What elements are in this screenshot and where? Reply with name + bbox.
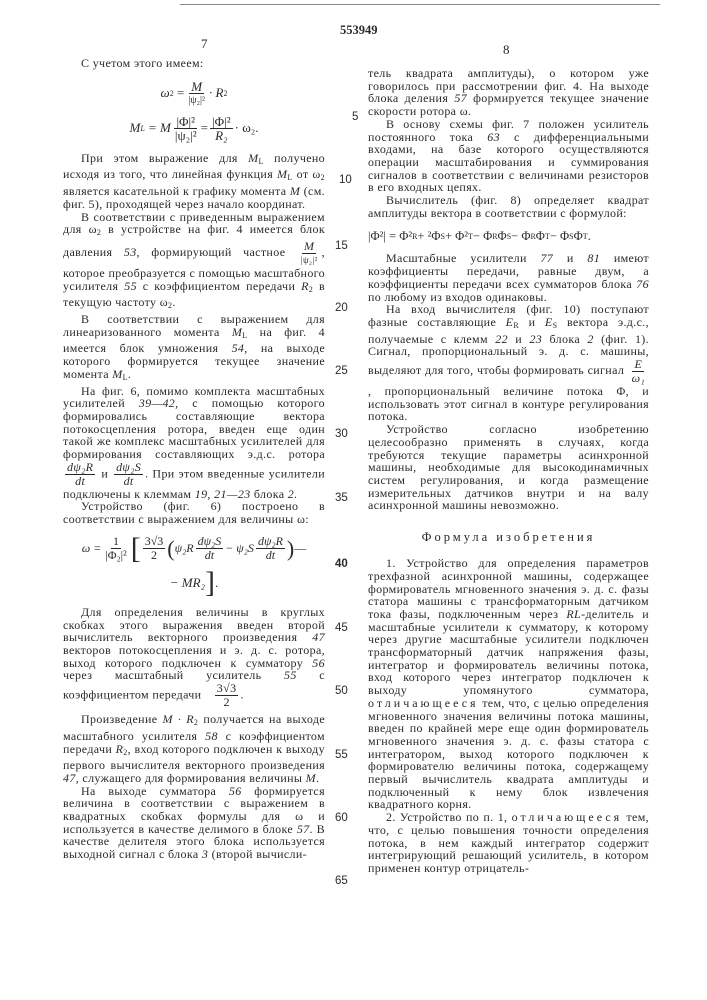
conjunction: и bbox=[101, 466, 108, 480]
text-run: и bbox=[519, 315, 545, 329]
text-run: . bbox=[172, 295, 175, 309]
text-run: векторов потокосцепления и э. д. с. ротора, выход которого подключен к сумматору bbox=[63, 643, 325, 670]
text-run: служащего для формирования величины bbox=[79, 771, 306, 785]
formula-text: 2 bbox=[170, 89, 174, 98]
denominator: dt bbox=[203, 549, 216, 562]
text-run: 47 bbox=[312, 630, 325, 644]
text-run: отличающееся bbox=[512, 810, 623, 824]
text-run: Произведение bbox=[81, 712, 162, 726]
numerator: dψ₂R bbox=[65, 461, 95, 475]
formula-text: ψ₂R bbox=[175, 541, 194, 556]
formula-text: ω bbox=[161, 85, 170, 101]
text-run: тем, что, с целью повышения точности определения потока, в нем каждый интегратор содержит интегрирующий решающий усилитель, в котором применен контур отрицатель- bbox=[368, 810, 649, 875]
text-run: 63 bbox=[487, 130, 500, 144]
text-run: отличающееся bbox=[368, 696, 479, 710]
numerator: |Φ|² bbox=[210, 115, 233, 129]
denominator: R₂ bbox=[213, 129, 229, 142]
text-run: с коэффициентом bbox=[63, 668, 325, 701]
paragraph: С учетом этого имеем: bbox=[63, 57, 325, 70]
paragraph bbox=[368, 252, 649, 303]
text-run: 2. bbox=[288, 487, 298, 501]
claim-1 bbox=[368, 557, 649, 811]
text-run: получено исходя из того, что линейная функция bbox=[63, 151, 325, 182]
text-run: по любому из входов одинаковы. bbox=[368, 290, 547, 304]
text-run: L bbox=[242, 331, 247, 340]
fraction bbox=[630, 358, 647, 385]
text-run: формирующий частное bbox=[140, 245, 285, 259]
line-number: 40 bbox=[335, 558, 348, 570]
text-run: , вход которого подключен к выходу первого вычислителя векторного произведения bbox=[63, 742, 325, 773]
text-run: 76 bbox=[636, 277, 649, 291]
text-run: M bbox=[306, 771, 316, 785]
paragraph-run: , пропорциональный величине потока Φ, и использовать этот сигнал в контуре регулирования потока. bbox=[368, 384, 649, 423]
text-run: от ω bbox=[293, 167, 321, 181]
text-run: 55 bbox=[124, 279, 137, 293]
line-number: 25 bbox=[335, 365, 348, 377]
line-number: 50 bbox=[335, 685, 348, 697]
text-run: на выходе которого формируется текущее значение момента bbox=[63, 341, 325, 380]
numerator: 1 bbox=[111, 535, 121, 549]
text-run: . bbox=[316, 771, 319, 785]
text-run: 57 bbox=[297, 822, 310, 836]
paragraph bbox=[63, 152, 325, 211]
text-run: |Φ²| = Φ² bbox=[368, 229, 412, 244]
line-number: 35 bbox=[335, 492, 348, 504]
formula-text: = bbox=[177, 85, 184, 101]
text-run: 2 bbox=[587, 332, 593, 346]
scan-edge-line bbox=[180, 4, 660, 5]
numerator: E bbox=[632, 358, 644, 372]
text-run: и bbox=[553, 251, 587, 265]
formula-omega bbox=[63, 534, 325, 564]
text-run: На выходе сумматора bbox=[81, 784, 229, 798]
text-run: 1. Устройство для определения параметров трехфазной асинхронной машины, содержащее формирователь мгновенного значения э. д. с. фазы статора машины с трансформаторным датчиком тока фазы, подключенным через bbox=[368, 556, 649, 621]
formula-text: ω = bbox=[82, 541, 102, 556]
formula-text: . bbox=[215, 575, 218, 591]
text-run: R bbox=[412, 232, 417, 241]
text-run: . В качестве делителя этого блока используется выходной сигнал с блока bbox=[63, 822, 325, 861]
text-run: 3 bbox=[202, 847, 208, 861]
text-run: R bbox=[116, 742, 124, 756]
denominator: dt bbox=[264, 549, 277, 562]
text-run: с коэффициентом передачи bbox=[137, 279, 301, 293]
formula-text: L bbox=[140, 124, 144, 133]
text-run: получается на выходе масштабного усилителя bbox=[63, 712, 325, 743]
text-run: 54, bbox=[232, 341, 248, 355]
text-run: S bbox=[440, 232, 444, 241]
claim-2 bbox=[368, 811, 649, 875]
text-run: L bbox=[123, 373, 128, 382]
paragraph bbox=[63, 606, 325, 709]
section-heading: Формула изобретения bbox=[368, 530, 649, 545]
paragraph-run bbox=[63, 384, 325, 462]
right-column bbox=[368, 67, 649, 875]
text-run: 55 bbox=[284, 668, 297, 682]
text-run: 2 bbox=[309, 285, 313, 294]
formula-phi-squared bbox=[368, 229, 649, 244]
text-run: 2 bbox=[97, 228, 101, 237]
text-run: E bbox=[545, 315, 553, 329]
text-run: является касательной к графику момента bbox=[63, 184, 290, 198]
text-run: через масштабный усилитель bbox=[63, 668, 284, 682]
text-run: Φ bbox=[574, 229, 583, 244]
formula-ML bbox=[63, 115, 325, 142]
text-run: тем, что, с целью определения мгновенного значения величины потока машины, введен по крайней мере еще один формирователь мгновенного значения э. д. с. фазы статора с интегратором, выход которого подключен к формирователю величины потока, содержащему первый вычислитель квадрата амплитуды и подключенный к нему блок извлечения квадратного корня. bbox=[368, 696, 649, 812]
fraction bbox=[65, 461, 95, 488]
text-run: с коэффициентом передачи bbox=[63, 729, 325, 756]
formula-text: M bbox=[129, 120, 140, 136]
paragraph bbox=[368, 303, 649, 423]
text-run: 2 bbox=[168, 301, 172, 310]
fraction bbox=[210, 115, 233, 142]
paragraph bbox=[368, 67, 649, 118]
denominator: dt bbox=[73, 475, 87, 488]
paren-open: ( bbox=[167, 536, 174, 562]
numerator: dψ₂S bbox=[114, 461, 143, 475]
numerator: M bbox=[189, 80, 204, 94]
formula-text: − ψ₂S bbox=[225, 541, 254, 556]
paragraph bbox=[63, 785, 325, 861]
page-number-left: 7 bbox=[201, 36, 208, 52]
text-run: + Φ² bbox=[445, 229, 468, 244]
numerator: dψ₂R bbox=[256, 535, 285, 549]
text-run: 81 bbox=[587, 251, 600, 265]
line-number: 65 bbox=[335, 875, 348, 887]
paren-close: ) bbox=[287, 536, 294, 562]
text-run: Для определения величины в круглых скобках этого выражения введен второй вычислитель векторного произведения bbox=[63, 605, 325, 644]
text-run: − Φ bbox=[473, 229, 492, 244]
paragraph-run bbox=[368, 302, 649, 377]
fraction bbox=[103, 535, 128, 562]
text-run: блока bbox=[251, 487, 288, 501]
text-run: . bbox=[128, 367, 131, 381]
text-run: формируется текущее значение скорости ротора ω. bbox=[368, 91, 649, 118]
denominator: dt bbox=[122, 475, 136, 488]
text-run: имеют коэффициенты передачи, равные двум, а коэффициенты передачи всех сумматоров блока bbox=[368, 251, 649, 290]
text-run: Φ bbox=[498, 229, 507, 244]
text-run: R bbox=[301, 279, 309, 293]
paragraph-run bbox=[63, 210, 325, 260]
paragraph bbox=[63, 385, 325, 501]
text-run: M · R bbox=[162, 712, 193, 726]
line-number: 55 bbox=[335, 749, 348, 761]
text-run: в устройстве на фиг. 4 имеется блок давления bbox=[63, 222, 325, 259]
numerator: 3√3 bbox=[215, 682, 239, 696]
text-run: с помощью которого формировались составляющие вектора потокосцепления ротора, введен еще один такой же комплекс масштабных усилителей для формирования составляющих э.д.с. ротора bbox=[63, 396, 325, 461]
text-run: блока bbox=[542, 332, 587, 346]
formula-text: · ω₂. bbox=[235, 120, 259, 136]
text-run: 2. Устройство по п. 1, bbox=[386, 810, 512, 824]
formula-text: 2 bbox=[223, 89, 227, 98]
paragraph bbox=[63, 713, 325, 785]
text-run: RL bbox=[566, 607, 581, 621]
line-number: 15 bbox=[335, 240, 348, 252]
text-run: T bbox=[468, 232, 473, 241]
text-run: T bbox=[545, 232, 550, 241]
document-number: 553949 bbox=[340, 23, 378, 38]
fraction bbox=[173, 115, 199, 142]
numerator: 3√3 bbox=[143, 535, 166, 549]
text-run: тель квадрата амплитуды), о котором уже говорилось при рассмотрении фиг. 4. На выходе блока деления bbox=[368, 66, 649, 105]
text-run: 56 bbox=[312, 656, 325, 670]
text-run: − Φ bbox=[511, 229, 530, 244]
text-run: 22 bbox=[495, 332, 508, 346]
text-run: M bbox=[232, 325, 242, 339]
line-number: 5 bbox=[352, 111, 358, 123]
text-run: T bbox=[583, 232, 588, 241]
left-column bbox=[63, 57, 325, 861]
denominator: |ψ₂|² bbox=[173, 129, 199, 142]
text-run: на фиг. 4 имеется блок умножения bbox=[63, 325, 325, 356]
text-run: вектора э.д.с., получаемые с клемм bbox=[368, 315, 649, 346]
text-run: M bbox=[112, 367, 122, 381]
bracket-open: [ bbox=[131, 534, 141, 564]
text-run: (фиг. 1). Сигнал, пропорциональный э. д. с. машины, выделяют для того, чтобы формировать сигнал bbox=[368, 332, 649, 378]
paragraph bbox=[63, 211, 325, 314]
formula-text: − MR₂ bbox=[170, 575, 205, 591]
text-run: 58 bbox=[205, 729, 218, 743]
formula-text: = bbox=[201, 120, 208, 136]
text-run: в текущую частоту ω bbox=[63, 279, 325, 310]
text-run: и bbox=[508, 332, 529, 346]
paragraph bbox=[368, 118, 649, 194]
text-run: + ²Φ bbox=[417, 229, 440, 244]
paragraph: Устройство согласно изобретению целесообразно применять в случаях, когда требуются текущие параметры асинхронной машины, необходимые для высокодинамичных систем регулирования, и когда размещение измерительных датчиков внутри и на валу асинхронной машины невозможно. bbox=[368, 423, 649, 512]
text-run: 39—42, bbox=[139, 396, 179, 410]
text-run: Масштабные усилители bbox=[386, 251, 540, 265]
text-run: . При этом введенные усилители подключены к клеммам bbox=[63, 466, 325, 501]
line-number: 30 bbox=[335, 428, 348, 440]
text-run: (второй вычисли- bbox=[208, 847, 307, 861]
text-run: В соответствии с выражением для линеаризованного момента bbox=[63, 312, 325, 339]
denominator: |ψ₂|² bbox=[186, 94, 207, 107]
page-number-right: 8 bbox=[503, 42, 510, 58]
denominator: 2 bbox=[149, 549, 159, 562]
text-run: При этом выражение для bbox=[81, 151, 248, 165]
text-run: 56 bbox=[229, 784, 242, 798]
paragraph: Вычислитель (фиг. 8) определяет квадрат амплитуды вектора в соответствии с формулой: bbox=[368, 194, 649, 219]
denominator: |ψ₂|² bbox=[299, 254, 320, 267]
text-run: R bbox=[530, 232, 535, 241]
text-run: E bbox=[506, 315, 514, 329]
numerator: |Φ|² bbox=[174, 115, 197, 129]
text-run: − Φ bbox=[550, 229, 569, 244]
paragraph-run: передачи bbox=[152, 687, 201, 701]
text-run: . bbox=[588, 229, 591, 244]
line-number: 10 bbox=[339, 174, 352, 186]
denominator: 2 bbox=[221, 696, 231, 709]
formula-text: · R bbox=[209, 85, 223, 101]
formula-text: — bbox=[294, 541, 306, 556]
text-run: 57 bbox=[454, 91, 467, 105]
text-run: S bbox=[553, 321, 558, 330]
text-run: R bbox=[513, 321, 519, 330]
paragraph: Устройство (фиг. 6) построено в соответствии с выражением для величины ω: bbox=[63, 500, 325, 525]
fraction bbox=[256, 535, 285, 562]
text-run: На фиг. 6, помимо комплекта масштабных усилителей bbox=[63, 384, 325, 411]
fraction bbox=[186, 80, 207, 107]
text-run: с дифференциальными входами, на базе которого осуществляются операции масштабирования и суммирования сигналов в соответствии с величинами резисторов в его входных цепях. bbox=[368, 130, 649, 195]
text-run: 19, 21—23 bbox=[195, 487, 251, 501]
formula-omega-line2 bbox=[63, 568, 325, 598]
text-run: 23 bbox=[529, 332, 542, 346]
formula-omega2 bbox=[63, 80, 325, 107]
text-run: В основу схемы фиг. 7 положен усилитель постоянного тока bbox=[368, 117, 649, 144]
text-run: 47, bbox=[63, 771, 79, 785]
denominator: ω₁ bbox=[630, 372, 647, 385]
paragraph bbox=[63, 313, 325, 385]
fraction bbox=[143, 535, 166, 562]
fraction bbox=[299, 240, 320, 267]
text-run: M bbox=[277, 167, 287, 181]
text-run: S bbox=[569, 232, 573, 241]
text-run: Φ bbox=[536, 229, 545, 244]
text-run: 2 bbox=[321, 173, 325, 182]
text-run: L bbox=[259, 157, 264, 166]
paragraph-run: . bbox=[240, 687, 243, 701]
text-run: , которое преобразуется с помощью масштабного усилителя bbox=[63, 245, 325, 292]
line-number: 45 bbox=[335, 622, 348, 634]
fraction bbox=[196, 535, 224, 562]
text-run: M bbox=[290, 184, 300, 198]
formula-text: = M bbox=[148, 120, 171, 136]
text-run: L bbox=[287, 173, 292, 182]
denominator: |Φ₂|² bbox=[103, 549, 128, 562]
text-run: На вход вычислителя (фиг. 10) поступают фазные составляющие bbox=[368, 302, 649, 329]
text-run: формируется величина в соответствии с выражением в квадратных скобках формулы для ω и используется в качестве делимого в блоке bbox=[63, 784, 325, 836]
numerator: dψ₂S bbox=[196, 535, 224, 549]
text-run: M bbox=[248, 151, 258, 165]
numerator: M bbox=[302, 240, 316, 254]
text-run: S bbox=[507, 232, 511, 241]
text-run: -делитель и масштабные усилители к сумматору, к которому через другие масштабные усилители подключен трансформаторный датчик напряжения фазы, интегратор и формирователь величины потока, вход которого через интегратор подключен к выходу упомянутого сумматора, bbox=[368, 607, 649, 697]
text-run: (см. фиг. 5), проходящей через начало координат. bbox=[63, 184, 325, 211]
text-run: 53, bbox=[124, 245, 140, 259]
fraction bbox=[215, 682, 239, 709]
text-run: 77 bbox=[540, 251, 553, 265]
line-number: 20 bbox=[335, 302, 348, 314]
text-run: В соответствии с приведенным выражением для ω bbox=[63, 210, 325, 237]
text-run: R bbox=[492, 232, 497, 241]
fraction bbox=[114, 461, 143, 488]
line-number: 60 bbox=[335, 812, 348, 824]
text-run: 2 bbox=[194, 718, 198, 727]
text-run: 2 bbox=[123, 748, 127, 757]
bracket-close: ] bbox=[205, 568, 215, 598]
